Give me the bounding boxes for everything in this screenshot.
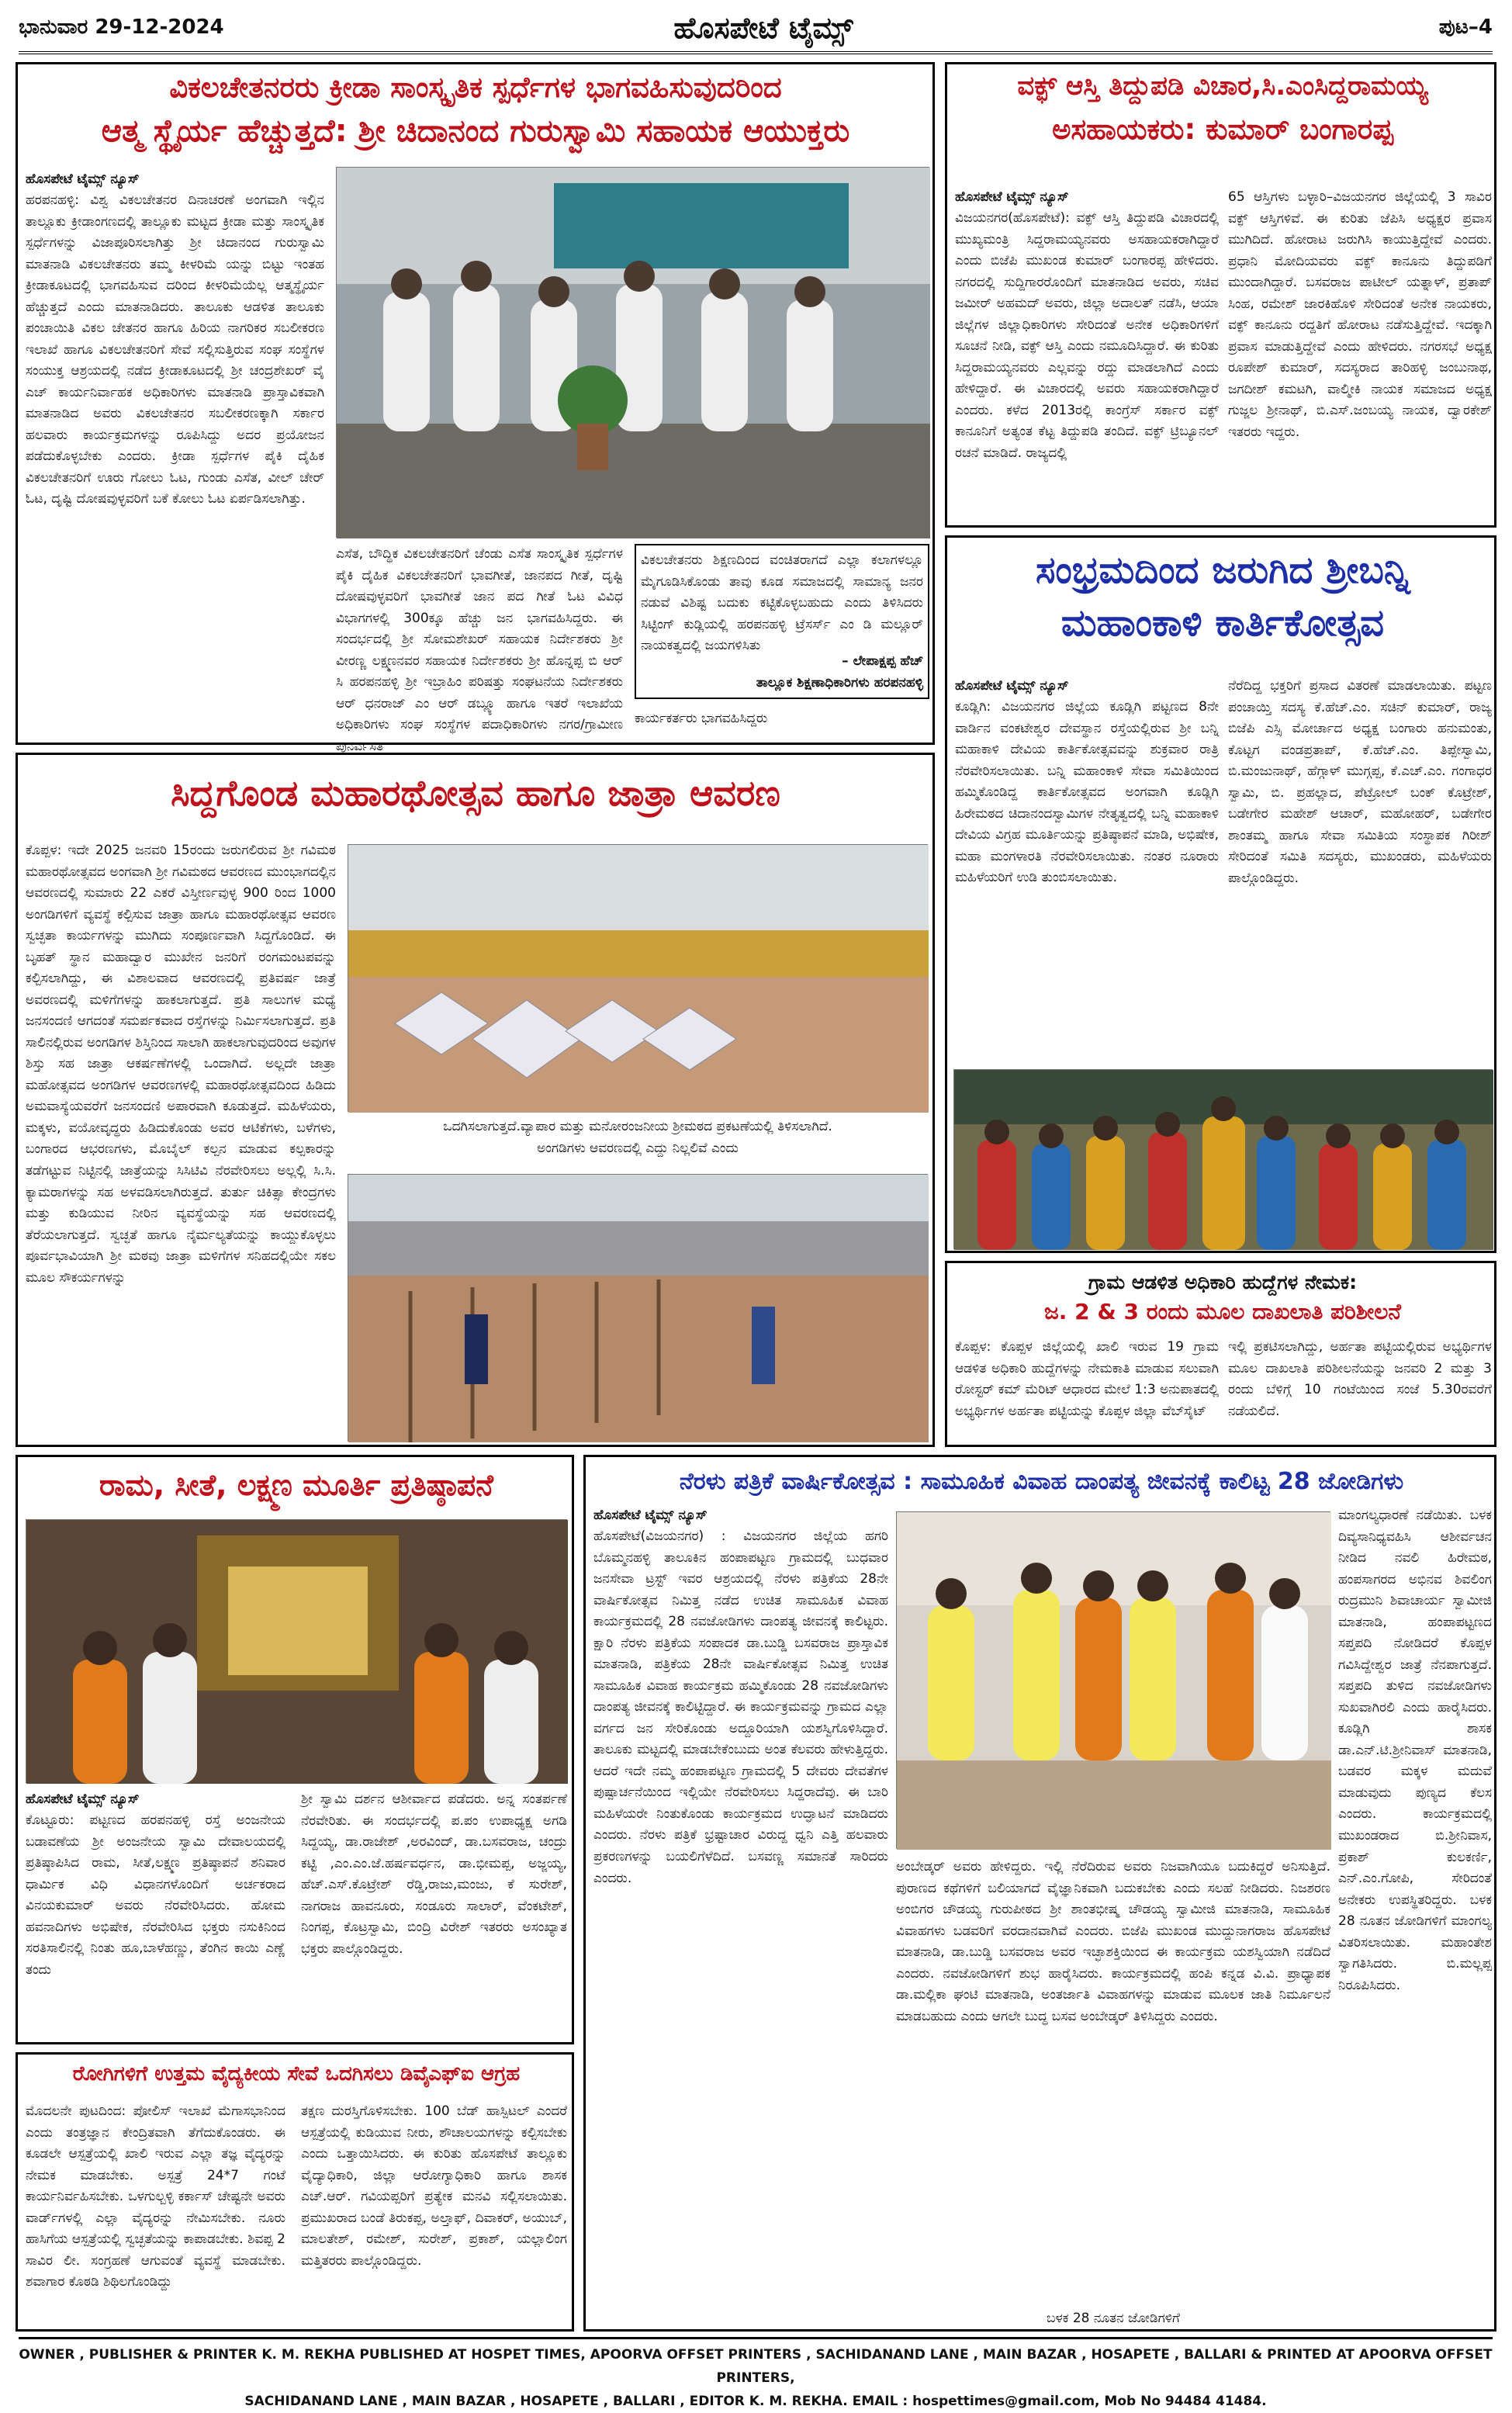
article-text: ವಿಜಯನಗರ(ಹೊಸಪೇಟೆ): ವಕ್ಫ್ ಆಸ್ತಿ ತಿದ್ದುಪಡಿ ವಿಚಾರದಲ್ಲಿ ಮುಖ್ಯಮಂತ್ರಿ ಸಿದ್ದರಾಮಯ್ಯನವರು ಅಸಹಾಯಕರಾಗಿದ್ದಾರೆ ಎಂದು ಬಿಜೆಪಿ ಮುಖಂಡ ಕುಮಾರ್ ಬಂಗಾರಪ್ಪ ಹೇಳಿದರು. ನಗರದಲ್ಲಿ ಸುದ್ದಿಗಾರರೊಂದಿಗೆ ಮಾತನಾಡಿದ ಅವರು, ಸಚಿವ ಜಮೀರ್ ಅಹಮದ್ ಅವರು, ಜಿಲ್ಲಾ ಅದಾಲತ್ ನಡೆಸಿ, ಆಯಾ ಜಿಲ್ಲೆಗಳ ಜಿಲ್ಲಾಧಿಕಾರಿಗಳು ಸೇರಿದಂತೆ ಅನೇಕ ಅಧಿಕಾರಿಗಳಿಗೆ ಸೂಚನೆ ನೀಡಿ, ವಕ್ಫ್ ಆಸ್ತಿ ಎಂದು ನಮೂದಿಸಿದ್ದಾರೆ. ಈ ಕುರಿತು ಸಿದ್ದರಾಮಯ್ಯನವರು ಎಲ್ಲವನ್ನು ರದ್ದು ಮಾಡಲಾಗಿದೆ ಎಂದು ಹೇಳಿದ್ದಾರೆ. ಈ ವಿಚಾರದಲ್ಲಿ ಅವರು ಸಹಾಯಕರಾಗಿದ್ದಾರೆ ಎಂದರು. ಕಳೆದ 2013ರಲ್ಲಿ ಕಾಂಗ್ರೆಸ್ ಸರ್ಕಾರ ವಕ್ಫ್ ಕಾನೂನಿಗೆ ಅತ್ಯಂತ ಕೆಟ್ಟ ತಿದ್ದುಪಡಿ ತಂದಿದೆ. ವಕ್ಫ್ ಟ್ರಿಬ್ಯೂನಲ್ ರಚನೆ ಮಾಡಿದೆ. ರಾಜ್ಯದಲ್ಲಿ [955, 208, 1219, 522]
article-text-tail: ಕಾರ್ಯಕರ್ತರು ಭಾಗವಹಿಸಿದ್ದರು [635, 708, 929, 730]
headline: ವಕ್ಫ್ ಆಸ್ತಿ ತಿದ್ದುಪಡಿ ವಿಚಾರ,ಸಿ.ಎಂಸಿದ್ದರಾಮಯ್ಯ [951, 71, 1494, 102]
headline: ಆತ್ಮ ಸ್ಥೈರ್ಯ ಹೆಚ್ಚುತ್ತದೆ: ಶ್ರೀ ಚಿದಾನಂದ ಗುರುಸ್ವಾಮಿ ಸಹಾಯಕ ಆಯುಕ್ತರು [26, 113, 926, 150]
article-text: ಮಾಂಗಲ್ಯಧಾರಣೆ ನಡೆಯಿತು. ಬಳಕ ದಿವ್ಯಸಾನಿಧ್ಯವಹಿಸಿ ಆಶೀರ್ವಚನ ನೀಡಿದ ನವಲಿ ಹಿರೇಮಠ, ಹಂಪಸಾಗರದ ಅಭಿನವ ಶಿವಲಿಂಗ ರುದ್ರಮುನಿ ಶಿವಾಚಾರ್ಯ ಸ್ವಾಮೀಜಿ ಮಾತನಾಡಿ, ಹಂಪಾಪಟ್ಟಣದ ಸಪ್ತಪದಿ ನೋಡಿದರೆ ಕೊಪ್ಪಳ ಗವಿಸಿದ್ದೇಶ್ವರ ಜಾತ್ರೆ ನೆನಪಾಗುತ್ತದೆ. ಸಪ್ತಪದಿ ತುಳಿದ ನವಜೋಡಿಗಳು ಸುಖವಾಗಿರಲಿ ಎಂದು ಹಾರೈಸಿದರು. ಕೂಡ್ಲಿಗಿ ಶಾಸಕ ಡಾ.ಎನ್.ಟಿ.ಶ್ರೀನಿವಾಸ್ ಮಾತನಾಡಿ, ಬಡವರ ಮಕ್ಕಳ ಮದುವೆ ಮಾಡುವುದು ಪುಣ್ಯದ ಕೆಲಸ ಎಂದರು. ಕಾರ್ಯಕ್ರಮದಲ್ಲಿ ಮುಖಂಡರಾದ ಬಿ.ಶ್ರೀನಿವಾಸ, ಪ್ರಕಾಶ್ ಕುಲಕರ್ಣಿ, ಎನ್.ಎಂ.ಗೋಪಿ, ಸೇರಿದಂತೆ ಅನೇಕರು ಉಪಸ್ಥಿತರಿದ್ದರು. ಬಳಕ 28 ನೂತನ ಜೋಡಿಗಳಿಗೆ ಮಾಂಗಲ್ಯ ವಿತರಿಸಲಾಯಿತು. ಮಹಾಂತೇಶ ಸ್ವಾಗತಿಸಿದರು. ಬಿ.ಮಲ್ಲಪ್ಪ ನಿರೂಪಿಸಿದರು. [1338, 1505, 1492, 2326]
quote-author: – ಲೇಪಾಕ್ಷಪ್ಪ ಹೆಚ್ [641, 651, 923, 673]
issue-date: ಭಾನುವಾರ 29-12-2024 [19, 16, 224, 40]
quote-text: ವಿಕಲಚೇತನರು ಶಿಕ್ಷಣದಿಂದ ವಂಚಿತರಾಗದೆ ಎಲ್ಲಾ ಕಲಾಗಳಲ್ಲೂ ಮೈಗೂಡಿಸಿಕೊಂಡು ತಾವು ಕೂಡ ಸಮಾಜದಲ್ಲಿ ಸಾಮಾನ್ಯ ಜನರ ನಡುವೆ ವಿಶಿಷ್ಟ ಬದುಕು ಕಟ್ಟಿಕೊಳ್ಳಬಹುದು ಎಂದು ತಿಳಿಸಿದರು ಸಿಟ್ಟಿಂಗ್ ಕುಡ್ಲಿಯಲ್ಲಿ ಹರಪನಹಳ್ಳಿ ಟ್ರೆಸರ್ಸ್ ಎಂ ಡಿ ಮಲ್ಲೂರ್ ನಾಯಕತ್ವದಲ್ಲಿ ಜಯಗಳಿಸಿತು [641, 550, 923, 651]
byline: ಹೊಸಪೇಟೆ ಟೈಮ್ಸ್ ನ್ಯೂಸ್ [26, 1789, 285, 1811]
photo-caption: ಒದಗಿಸಲಾಗುತ್ತದೆ.ವ್ಯಾಪಾರ ಮತ್ತು ಮನೋರಂಜನೀಯ ಶ್ರೀಮಠದ ಪ್ರಕಟಣೆಯಲ್ಲಿ ತಿಳಿಸಲಾಗಿದೆ. [348, 1116, 928, 1137]
article-waqf-property [945, 62, 1496, 528]
photo-fair-grounds-tents [348, 844, 928, 1112]
newspaper-title: ಹೊಸಪೇಟೆ ಟೈಮ್ಸ್ [608, 11, 919, 46]
article-text: ಕೊಪ್ಪಳ: ಕೊಪ್ಪಳ ಜಿಲ್ಲೆಯಲ್ಲಿ ಖಾಲಿ ಇರುವ 19 ಗ್ರಾಮ ಆಡಳಿತ ಅಧಿಕಾರಿ ಹುದ್ದೆಗಳನ್ನು ನೇಮಕಾತಿ ಮಾಡುವ ಸಲುವಾಗಿ ರೋಸ್ಟರ್ ಕಮ್ ಮೆರಿಟ್ ಆಧಾರದ ಮೇಲೆ 1:3 ಅನುಪಾತದಲ್ಲಿ ಅಭ್ಯರ್ಥಿಗಳ ಅರ್ಹತಾ ಪಟ್ಟಿಯನ್ನು ಕೊಪ್ಪಳ ಜಿಲ್ಲಾ ವೆಬ್‍ಸೈಟ್ [955, 1337, 1219, 1442]
headline: ರಾಮ, ಸೀತೆ, ಲಕ್ಷ್ಮಣ ಮೂರ್ತಿ ಪ್ರತಿಷ್ಠಾಪನೆ [22, 1468, 571, 1504]
article-text: ತಕ್ಷಣ ದುರಸ್ತಿಗೊಳಿಸಬೇಕು. 100 ಬೆಡ್ ಹಾಸ್ಪಿಟಲ್ ಎಂದರೆ ಆಸ್ಪತ್ರೆಯಲ್ಲಿ ಕುಡಿಯುವ ನೀರು, ಶೌಚಾಲಯಗಳನ್ನು ಕಲ್ಪಿಸಬೇಕು ಎಂದು ಒತ್ತಾಯಿಸಿದರು. ಈ ಕುರಿತು ಹೊಸಪೇಟೆ ತಾಲ್ಲೂಕು ವೈದ್ಯಾಧಿಕಾರಿ, ಜಿಲ್ಲಾ ಆರೋಗ್ಯಾಧಿಕಾರಿ ಹಾಗೂ ಶಾಸಕ ಎಚ್.ಆರ್. ಗವಿಯಪ್ಪರಿಗೆ ಪ್ರತ್ಯೇಕ ಮನವಿ ಸಲ್ಲಿಸಲಾಯಿತು. ಪ್ರಮುಖರಾದ ಬಂಡೆ ತಿರುಕಪ್ಪ, ಅಲ್ತಾಫ್, ದಿವಾಕರ್, ಅಯುಬ್, ಮಾಲತೇಶ್, ರಮೇಶ್, ಸುರೇಶ್, ಪ್ರಕಾಶ್, ಯಲ್ಲಾಲಿಂಗ ಮತ್ತಿತರರು ಪಾಲ್ಗೊಂಡಿದ್ದರು. [301, 2101, 567, 2328]
article-text: ಇಲ್ಲಿ ಪ್ರಕಟಿಸಲಾಗಿದ್ದು, ಅರ್ಹತಾ ಪಟ್ಟಿಯಲ್ಲಿರುವ ಅಭ್ಯರ್ಥಿಗಳ ಮೂಲ ದಾಖಲಾತಿ ಪರಿಶೀಲನೆಯನ್ನು ಜನವರಿ 2 ಮತ್ತು 3 ರಂದು ಬೆಳಿಗ್ಗೆ 10 ಗಂಟೆಯಿಂದ ಸಂಜೆ 5.30ರವರೆಗೆ ನಡೆಯಲಿದೆ. [1228, 1337, 1492, 1442]
photo-caption: ಅಂಗಡಿಗಳು ಆವರಣದಲ್ಲಿ ಎದ್ದು ನಿಲ್ಲಲಿವೆ ಎಂದು [348, 1138, 928, 1158]
article-text: ಕೂಡ್ಲಿಗಿ: ವಿಜಯನಗರ ಜಿಲ್ಲೆಯ ಕೂಡ್ಲಿಗಿ ಪಟ್ಟಣದ 8ನೇ ವಾರ್ಡಿನ ವಂಕಟೇಶ್ವರ ದೇವಸ್ಥಾನ ರಸ್ತೆಯಲ್ಲಿರುವ ಶ್ರೀ ಬನ್ನಿ ಮಹಾಕಾಳಿ ದೇವಿಯ ಕಾರ್ತಿಕೋತ್ಸವವನ್ನು ಶುಕ್ರವಾರ ರಾತ್ರಿ ನೆರವೇರಿಸಲಾಯಿತು. ಬನ್ನಿ ಮಹಾಂಕಾಳಿ ಸೇವಾ ಸಮಿತಿಯಿಂದ ಹಮ್ಮಿಕೊಂಡಿದ್ದ ಕಾರ್ತಿಕೋತ್ಸವದ ಅಂಗವಾಗಿ ಕೂಡ್ಲಿಗಿ ಹಿರೇಮಠದ ಚಿದಾನಂದಸ್ವಾಮಿಗಳ ನೇತೃತ್ವದಲ್ಲಿ ಬನ್ನಿ ಮಹಾಕಾಳಿ ದೇವಿಯ ವಿಗ್ರಹ ಮೂರ್ತಿಯನ್ನು ಪ್ರತಿಷ್ಠಾಪನೆ ಮಾಡಿ, ಅಭಿಷೇಕ, ಮಹಾ ಮಂಗಳಾರತಿ ನೆರವೇರಿಸಲಾಯಿತು. ನಂತರ ನೂರಾರು ಮಹಿಳೆಯರಿಗೆ ಉಡಿ ತುಂಬಿಸಲಾಯಿತು. [955, 697, 1219, 1061]
quote-author-title: ತಾಲ್ಲೂಕ ಶಿಕ್ಷಣಾಧಿಕಾರಿಗಳು ಹರಪನಹಳ್ಳಿ [641, 673, 923, 694]
headline: ಜ. 2 & 3 ರಂದು ಮೂಲ ದಾಖಲಾತಿ ಪರಿಶೀಲನೆ [951, 1299, 1494, 1325]
quote-box [635, 544, 929, 699]
imprint-line: SACHIDANAND LANE , MAIN BAZAR , HOSAPETE , BALLARI , EDITOR K. M. REKHA. EMAIL : hospettimes@gmail.com, Mob No 94484 41484. [19, 2390, 1493, 2413]
page-number: ಪುಟ–4 [1439, 16, 1493, 40]
photo-sapling-ceremony [336, 167, 929, 538]
article-text: ಹರಪನಹಳ್ಳಿ: ವಿಶ್ವ ವಿಕಲಚೇತನರ ದಿನಾಚರಣೆ ಅಂಗವಾಗಿ ಇಲ್ಲಿನ ತಾಲ್ಲೂಕು ಕ್ರೀಡಾಂಗಣದಲ್ಲಿ ತಾಲ್ಲೂಕು ಮಟ್ಟದ ಕ್ರೀಡಾ ಮತ್ತು ಸಾಂಸ್ಕೃತಿಕ ಸ್ಪರ್ಧೆಗಳನ್ನು ವಿಜಾಪೂರಿಸಲಾಗಿತ್ತು ಶ್ರೀ ಚಿದಾನಂದ ಗುರುಸ್ವಾಮಿ ಮಾತನಾಡಿ ವಿಕಲಚೇತನರು ತಮ್ಮ ಕೀಳರಿಮೆ ಯನ್ನು ಬಿಟ್ಟು ಇಂತಹ ಕ್ರೀಡಾಕೂಟದಲ್ಲಿ ಭಾಗವಹಿಸುವ ದರಿಂದ ಕೀಳರಿಮೆಯೆಲ್ಲ ಆತ್ಮಸ್ಥೈರ್ಯ ಹೆಚ್ಚುತ್ತದೆ ಎಂದು ಮಾತನಾಡಿದರು. ತಾಲೂಕು ಆಡಳಿತ ತಾಲೂಕು ಪಂಚಾಯಿತಿ ವಿಕಲ ಚೇತನರ ಹಾಗೂ ಹಿರಿಯ ನಾಗರಿಕರ ಸಬಲೀಕರಣ ಇಲಾಖೆ ಹಾಗೂ ವಿಕಲಚೇತನರಿಗೆ ಸೇವೆ ಸಲ್ಲಿಸುತ್ತಿರುವ ಸಂಘ ಸಂಸ್ಥೆಗಳ ಸಂಯುಕ್ತ ಆಶ್ರಯದಲ್ಲಿ ನಡೆದ ಕ್ರೀಡಾಕೂಟದಲ್ಲಿ ಶ್ರೀ ಚಂದ್ರಶೇಖರ್ ವೈ ಎಚ್ ಕಾರ್ಯನಿರ್ವಾಹಕ ಅಧಿಕಾರಿಗಳು ಮಾತನಾಡಿ ಪ್ರಾಸ್ತಾವಿಕವಾಗಿ ಮಾತನಾಡಿದ ಅವರು ವಿಕಲಚೇತನರ ಸಬಲೀಕರಣಕ್ಕಾಗಿ ಸರ್ಕಾರ ಹಲವಾರು ಕಾರ್ಯಕ್ರಮಗಳನ್ನು ರೂಪಿಸಿದ್ದು ಅದರ ಪ್ರಯೋಜನ ಪಡೆದುಕೊಳ್ಳಬೇಕು ಎಂದರು. ಕ್ರೀಡಾ ಸ್ಪರ್ಧೆಗಳ ಪೈಕಿ ದೈಹಿಕ ವಿಕಲಚೇತನರಿಗೆ ಊರು ಗೋಲು ಓಟ, ಗುಂಡು ಎಸೆತ, ವೀಲ್ ಚೇರ್ ಓಟ, ದೃಷ್ಟಿ ದೋಷವುಳ್ಳವರಿಗೆ ಬಕೆ ಕೋಲು ಓಟ ಏರ್ಪಡಿಸಲಾಗಿತ್ತು. [26, 190, 324, 739]
article-dyfi-hospital-demand [16, 2052, 574, 2332]
article-village-officer-recruitment [945, 1261, 1496, 1447]
article-mass-wedding [583, 1455, 1496, 2332]
headline: ಗ್ರಾಮ ಆಡಳಿತ ಅಧಿಕಾರಿ ಹುದ್ದೆಗಳ ನೇಮಕ: [951, 1271, 1494, 1294]
imprint-line: OWNER , PUBLISHER & PRINTER K. M. REKHA PUBLISHED AT HOSPET TIMES, APOORVA OFFSET PRINTERS , SACHIDANAND LANE , MAIN BAZAR , HOSAPETE , BALLARI & PRINTED AT APOORVA OFFSET PRINTERS, [19, 2344, 1493, 2390]
photo-fair-grounds-tents-image [348, 845, 929, 1113]
article-text: 65 ಆಸ್ತಿಗಳು ಬಳ್ಳಾರಿ–ವಿಜಯನಗರ ಜಿಲ್ಲೆಯಲ್ಲಿ 3 ಸಾವಿರ ವಕ್ಫ್ ಆಸ್ತಿಗಳಿವೆ. ಈ ಕುರಿತು ಜೆಪಿಸಿ ಅಧ್ಯಕ್ಷರ ಪ್ರವಾಸ ಮುಗಿದಿದೆ. ಹೋರಾಟ ಜರುಗಿಸಿ ಕಾಯುತ್ತಿದ್ದೇವೆ ಎಂದರು. ಪ್ರಧಾನಿ ಮೋದಿಯವರು ವಕ್ಫ್ ಕಾನೂನು ತಿದ್ದುಪಡಿಗೆ ಮುಂದಾಗಿದ್ದಾರೆ. ಬಸವರಾಜ ಪಾಟೀಲ್ ಯತ್ನಾಳ್, ಪ್ರತಾಪ್ ಸಿಂಹ, ರಮೇಶ್ ಜಾರಕಿಹೊಳಿ ಸೇರಿದಂತೆ ಅನೇಕ ನಾಯಕರು, ವಕ್ಫ್ ಕಾನೂನು ರದ್ದತಿಗೆ ಹೋರಾಟ ನಡೆಸುತ್ತಿದ್ದೇವೆ. ಇದಕ್ಕಾಗಿ ಪ್ರವಾಸ ಮಾಡುತ್ತಿದ್ದೇವೆ ಎಂದು ಹೇಳಿದರು. ನಗರಸಭೆ ಅಧ್ಯಕ್ಷ ರೂಪೇಶ್ ಕುಮಾರ್, ಸದಸ್ಯರಾದ ತಾರಿಹಳ್ಳಿ ಜಂಬುನಾಥ, ಜಗದೀಶ್ ಕಮಟಗಿ, ವಾಲ್ಮೀಕಿ ನಾಯಕ ಸಮಾಜದ ಅಧ್ಯಕ್ಷ ಗುಜ್ಜಲ ಶ್ರೀನಾಥ್, ಬಿ.ಎಸ್.ಜಂಬಯ್ಯ ನಾಯಕ, ದ್ವಾರಕೇಶ್ ಇತರರು ಇದ್ದರು. [1228, 187, 1492, 522]
article-banni-mahankali [945, 535, 1496, 1253]
byline: ಹೊಸಪೇಟೆ ಟೈಮ್ಸ್ ನ್ಯೂಸ್ [26, 169, 324, 191]
photo-mass-wedding-image [897, 1512, 1331, 1850]
byline: ಹೊಸಪೇಟೆ ಟೈಮ್ಸ್ ನ್ಯೂಸ್ [593, 1505, 888, 1527]
article-text: ಕೊಪ್ಪಳ: ಇದೇ 2025 ಜನವರಿ 15ರಂದು ಜರುಗಲಿರುವ ಶ್ರೀ ಗವಿಮಠ ಮಹಾರಥೋತ್ಸವದ ಅಂಗವಾಗಿ ಶ್ರೀ ಗವಿಮಠದ ಆವರಣದ ಮುಂಭಾಗದಲ್ಲಿನ ಆವರಣದಲ್ಲಿ ಸುಮಾರು 22 ಎಕರೆ ವಿಸ್ತೀರ್ಣವುಳ್ಳ 900 ರಿಂದ 1000 ಅಂಗಡಿಗಳಿಗೆ ವ್ಯವಸ್ಥೆ ಕಲ್ಪಿಸುವ ಜಾತ್ರಾ ಹಾಗೂ ಮಹಾರಥೋತ್ಸವ ಆವರಣ ಸ್ವಚ್ಛತಾ ಕಾರ್ಯಗಳನ್ನು ಮುಗಿದು ಸಂಪೂರ್ಣವಾಗಿ ಸಿದ್ದಗೊಂಡಿದೆ. ಈ ಬೃಹತ್ ಸ್ಥಾನ ಮಹಾದ್ವಾರ ಮುಖೇನ ಜನರಿಗೆ ರಂಗಮಂಟಪವನ್ನು ಕಲ್ಪಿಸಲಾಗಿದ್ದು, ಈ ವಿಶಾಲವಾದ ಆವರಣದಲ್ಲಿ ಪ್ರತಿವರ್ಷ ಜಾತ್ರೆ ಅವರಣದಲ್ಲಿ ಮಳಿಗೆಗಳನ್ನು ಹಾಕಲಾಗುತ್ತದೆ. ಪ್ರತಿ ಸಾಲುಗಳ ಮಧ್ಯೆ ಜನಸಂದಣಿ ಆಗದಂತೆ ಸಮರ್ಪಕವಾದ ರಸ್ತೆಗಳನ್ನು ನಿರ್ಮಿಸಲಾಗುತ್ತದೆ. ಪ್ರತಿ ಸಾಲಿನಲ್ಲಿರುವ ಅಂಗಡಿಗಳ ಶಿಸ್ತಿನಿಂದ ಸಾಲಾಗಿ ಹಾಕಲಾಗುವುದರಿಂದ ಅವುಗಳ ಶಿಸ್ತು ಸಹ ಜಾತ್ರಾ ಆಕರ್ಷಣೆಗಳಲ್ಲಿ ಒಂದಾಗಿದೆ. ಅಲ್ಲದೇ ಜಾತ್ರಾ ಮಹೋತ್ಸವದ ಅಂಗಡಿಗಳ ಆವರಣಗಳಲ್ಲಿ ಮಹಾರಥೋತ್ಸವದಿಂದ ಹಿಡಿದು ಅಮವಾಸ್ಯೆಯವರೆಗೆ ಜನಸಂದಣಿ ಅಪಾರವಾಗಿ ಕೂಡುತ್ತದೆ. ಮಹಿಳೆಯರು, ಮಕ್ಕಳು, ವಯೋವೃದ್ಧರು ಹಿಡಿದುಕೊಂಡು ಅವರ ಆಟಿಕೆಗಳು, ಬಳೆಗಳು, ಬಂಗಾರದ ಆಭರಣಗಳು, ಮೊಬೈಲ್ ಕಲ್ಪನ ಮಾಡುವ ಕಲ್ಪಕಾರನ್ನು ತಡೆಗಟ್ಟುವ ನಿಟ್ಟಿನಲ್ಲಿ ಜಾತ್ರೆಯನ್ನು ಸಿಸಿಟಿವಿ ನೆರವೇರಿಸಲು ಅಲ್ಲಲ್ಲಿ ಸಿ.ಸಿ. ಕ್ಯಾಮರಾಗಳನ್ನು ಸಹ ಅಳವಡಿಸಲಾಗಿರುತ್ತದೆ. ತುರ್ತು ಚಿಕಿತ್ಸಾ ಕೇಂದ್ರಗಳು ಮತ್ತು ಕುಡಿಯುವ ನೀರಿನ ವ್ಯವಸ್ಥೆಯನ್ನು ಸಹ ಆವರಣದಲ್ಲಿ ತೆರೆಯಲಾಗುತ್ತದೆ. ಸ್ವಚ್ಛತೆ ಹಾಗೂ ನೈರ್ಮಲ್ಯತೆಯನ್ನು ಕಾಯ್ದುಕೊಳ್ಳಲು ಪೂರ್ವಭಾವಿಯಾಗಿ ಶ್ರೀ ಮಠವು ಜಾತ್ರಾ ಮಳಿಗೆಗಳ ಸನಿಹದಲ್ಲಿಯೇ ಸಕಲ ಮೂಲ ಸೌಕರ್ಯಗಳನ್ನು [26, 840, 336, 1442]
article-text: ಶ್ರೀ ಸ್ವಾಮಿ ದರ್ಶನ ಆಶೀರ್ವಾದ ಪಡೆದರು. ಅನ್ನ ಸಂತರ್ಪಣೆ ನೆರವೇರಿತು. ಈ ಸಂದರ್ಭದಲ್ಲಿ ಪ.ಪಂ ಉಪಾಧ್ಯಕ್ಷ ಅಗಡಿ ಸಿದ್ದಯ್ಯ, ಡಾ.ರಾಜೇಶ್ ,ಅರವಿಂದ್, ಡಾ.ಬಸವರಾಜ, ಚಂದ್ರು ಕಟ್ಟಿ ,ಎಂ.ಎಂ.ಜೆ.ಹರ್ಷವರ್ಧನ, ಡಾ.ಭೀಮಪ್ಪ, ಅಜ್ಜಯ್ಯ, ಹೆಚ್.ಎಸ್.ಕೊಟ್ರೇಶ್ ರೆಡ್ಡಿ,ರಾಜು,ಮಂಜು, ಕೆ ಸುರೇಶ್, ನಾಗರಾಜ ಹಾವನೂರು, ಸಂಡೂರು ಸಾಲಾರ್, ವೆಂಕಟೇಶ್, ನಿಂಗಪ್ಪ, ಕೊಟ್ರಸ್ವಾಮಿ, ಬಿಂದ್ರಿ ವಿರೇಶ್ ಇತರರು ಅಸಂಖ್ಯಾತ ಭಕ್ತರು ಪಾಲ್ಗೊಂಡಿದ್ದರು. [301, 1789, 567, 2039]
photo-fair-grounds-field-image [348, 1175, 929, 1442]
masthead [19, 9, 1493, 54]
byline: ಹೊಸಪೇಟೆ ಟೈಮ್ಸ್ ನ್ಯೂಸ್ [955, 187, 1219, 209]
article-text: ಹೊಸಪೇಟೆ(ವಿಜಯನಗರ) : ವಿಜಯನಗರ ಜಿಲ್ಲೆಯ ಹಗರಿ ಬೊಮ್ಮನಹಳ್ಳಿ ತಾಲೂಕಿನ ಹಂಪಾಪಟ್ಟಣ ಗ್ರಾಮದಲ್ಲಿ ಬುಧವಾರ ಜನಸೇವಾ ಟ್ರಸ್ಟ್ ಇವರ ಆಶ್ರಯದಲ್ಲಿ ನೆರಳು ಪತ್ರಿಕೆಯ 28ನೇ ವಾರ್ಷಿಕೋತ್ಸವ ನಿಮಿತ್ತ ನಡೆದ ಉಚಿತ ಸಾಮೂಹಿಕ ವಿವಾಹ ಕಾರ್ಯಕ್ರಮದಲ್ಲಿ 28 ನವಜೋಡಿಗಳು ದಾಂಪತ್ಯ ಜೀವನಕ್ಕೆ ಕಾಲಿಟ್ಟರು. ಕ್ಷಾರಿ ನೆರಳು ಪತ್ರಿಕೆಯ ಸಂಪಾದಕ ಡಾ.ಬುಡ್ಡಿ ಬಸವರಾಜ ಪ್ರಾಸ್ತಾವಿಕ ಮಾತನಾಡಿ, ಪತ್ರಿಕೆಯ 28ನೇ ವಾರ್ಷಿಕೋತ್ಸವ ನಿಮಿತ್ತ ಉಚಿತ ಸಾಮೂಹಿಕ ವಿವಾಹ ಕಾರ್ಯಕ್ರಮ ಹಮ್ಮಿಕೊಂಡು 28 ನವಜೋಡಿಗಳು ದಾಂಪತ್ಯ ಜೀವನಕ್ಕೆ ಕಾಲಿಟ್ಟಿದ್ದಾರೆ. ಈ ಕಾರ್ಯಕ್ರಮವನ್ನು ಗ್ರಾಮದ ಎಲ್ಲಾ ವರ್ಗದ ಜನ ಸೇರಿಕೊಂಡು ಅದ್ದೂರಿಯಾಗಿ ಯಶಸ್ವಿಗೊಳಿಸಿದ್ದಾರೆ. ತಾಲೂಕು ಮಟ್ಟದಲ್ಲಿ ಮಾಡಬೇಕೆಂಬುದು ಅಂತ ಕೆಲವರು ಹೇಳುತ್ತಿದ್ದರು. ಆದರೆ ಇದೇ ನಮ್ಮ ಹಂಪಾಪಟ್ಟಣ ಗ್ರಾಮದಲ್ಲಿ 5 ದೇವರು ದೇವತೆಗಳ ಪುಷ್ಪಾರ್ಚನೆಯಿಂದ ಇಲ್ಲಿಯೇ ನೆರವೇರಿಸಲು ಸಿದ್ದರಾದೆವು. ಈ ಬಾರಿ ಮಹಿಳೆಯರೇ ನಿಂತುಕೊಂಡು ಕಾರ್ಯಕ್ರಮದ ಉದ್ಘಾಟನೆ ಮಾಡಿದರು ಎಂದರು. ನೆರಳು ಪತ್ರಿಕೆ ಭ್ರಷ್ಟಾಚಾರ ವಿರುದ್ದ ಧ್ವನಿ ಎತ್ತಿ ಹಲವಾರು ಪ್ರಕರಣಗಳನ್ನು ಬಯಲಿಗೆಳೆದಿದೆ. ಬಸವಣ್ಣ ಸಮಾನತೆ ಸಾರಿದರು ಎಂದರು. [593, 1526, 888, 2325]
headline: ಸಂಭ್ರಮದಿಂದ ಜರುಗಿದ ಶ್ರೀಬನ್ನಿ [951, 549, 1494, 594]
headline: ರೋಗಿಗಳಿಗೆ ಉತ್ತಮ ವೈದ್ಯಕೀಯ ಸೇವೆ ಒದಗಿಸಲು ಡಿವೈಎಫ್‌ಐ ಆಗ್ರಹ [22, 2062, 571, 2086]
photo-devotees-women [953, 1069, 1493, 1249]
byline: ಹೊಸಪೇಟೆ ಟೈಮ್ಸ್ ನ್ಯೂಸ್ [955, 676, 1219, 698]
article-text: ಅಂಬೇಡ್ಕರ್ ಅವರು ಹೇಳಿದ್ದರು. ಇಲ್ಲಿ ನೆರೆದಿರುವ ಅವರು ನಿಜವಾಗಿಯೂ ಬದುಕಿದ್ದರೆ ಅನಿಸುತ್ತಿದೆ. ಪುರಾಣದ ಕಥೆಗಳಿಗೆ ಬಲಿಯಾಗದೆ ವೈಜ್ಞಾನಿಕವಾಗಿ ಬದುಕಬೇಕು ಎಂದು ಸಲಹೆ ನೀಡಿದರು. ನಿಜಶರಣ ಅಂಬಿಗರ ಚೌಡಯ್ಯ ಗುರುಪೀಠದ ಶ್ರೀ ಶಾಂತಭೀಷ್ಮ ಚೌಡಯ್ಯ ಸ್ವಾಮೀಜಿ ಮಾತನಾಡಿ, ಸಾಮೂಹಿಕ ವಿವಾಹಗಳು ಬಡವರಿಗೆ ವರದಾನವಾಗಿವೆ ಎಂದರು. ಬಿಜೆಪಿ ಮುಖಂಡ ಮುದ್ದುನಾಗರಾಜ ಹೊಸಪೇಟೆ ಮಾತನಾಡಿ, ಡಾ.ಬುಡ್ಡಿ ಬಸವರಾಜ ಅವರ ಇಚ್ಛಾಶಕ್ತಿಯಿಂದ ಈ ಕಾರ್ಯಕ್ರಮ ಯಶಸ್ವಿಯಾಗಿ ನಡೆದಿದೆ ಎಂದರು. ನವಜೋಡಿಗಳಿಗೆ ಶುಭ ಹಾರೈಸಿದರು. ಕಾರ್ಯಕ್ರಮದಲ್ಲಿ ಹಂಪಿ ಕನ್ನಡ ವಿ.ವಿ. ಪ್ರಾಧ್ಯಾಪಕ ಡಾ.ಮಲ್ಲಿಕಾ ಘಂಟಿ ಮಾತನಾಡಿ, ಅಂತರ್ಜಾತಿ ವಿವಾಹಗಳನ್ನು ಮಾಡುವ ಮೂಲಕ ಜಾತಿ ನಿರ್ಮೂಲನೆ ಮಾಡಬಹುದು ಎಂದು ಆಗಲೇ ಬುದ್ಧ ಬಸವ ಅಂಬೇಡ್ಕರ್ ತಿಳಿಸಿದ್ದರು ಎಂದರು. [896, 1857, 1330, 2305]
article-text: ಎಸೆತ, ಬೌದ್ಧಿಕ ವಿಕಲಚೇತನರಿಗೆ ಚೆಂಡು ಎಸೆತ ಸಾಂಸ್ಕೃತಿಕ ಸ್ಪರ್ಧೆಗಳ ಪೈಕಿ ದೈಹಿಕ ವಿಕಲಚೇತನರಿಗೆ ಭಾವಗೀತೆ, ಜಾನಪದ ಗೀತೆ, ದೃಷ್ಟಿ ದೋಷವುಳ್ಳವರಿಗೆ ಭಾವಗೀತೆ ಜಾನ ಪದ ಗೀತೆ ಓಟ ವಿವಿಧ ವಿಭಾಗಗಳಲ್ಲಿ 300ಕ್ಕೂ ಹೆಚ್ಚು ಜನ ಭಾಗವಹಿಸಿದ್ದರು. ಈ ಸಂದರ್ಭದಲ್ಲಿ ಶ್ರೀ ಸೋಮಶೇಖರ್ ಸಹಾಯಕ ನಿರ್ದೇಶಕರು ಶ್ರೀ ವೀರಣ್ಣ ಲಕ್ಷ್ಮಣನವರ ಸಹಾಯಕ ನಿರ್ದೇಶಕರು ಶ್ರೀ ಹೊನ್ನಪ್ಪ ಬಿ ಆರ್ ಸಿ ಹರಪನಹಳ್ಳಿ ಶ್ರೀ ಇಬ್ರಾಹಿಂ ಪರಿಷತ್ತು ಸಂಘಟನೆಯ ನಿರ್ದೇಶಕರು ಆರ್ ಧನರಾಜ್ ಎಂ ಆರ್ ಡಬ್ಲ್ಯೂ ಹಾಗೂ ಇತರೆ ಇಲಾಖೆಯ ಅಧಿಕಾರಿಗಳು ಸಂಘ ಸಂಸ್ಥೆಗಳ ಪದಾಧಿಕಾರಿಗಳು ನಗರ/ಗ್ರಾಮೀಣ ಪುನರ್ವಸತಿ [336, 544, 623, 722]
imprint-footer [19, 2337, 1493, 2393]
headline: ವಿಕಲಚೇತನರರು ಕ್ರೀಡಾ ಸಾಂಸ್ಕೃತಿಕ ಸ್ಪರ್ಧೆಗಳ ಭಾಗವಹಿಸುವುದರಿಂದ [26, 71, 926, 105]
headline: ಅಸಹಾಯಕರು: ಕುಮಾರ್ ಬಂಗಾರಪ್ಪ [951, 113, 1494, 147]
headline: ಮಹಾಂಕಾಳಿ ಕಾರ್ತಿಕೋತ್ಸವ [951, 601, 1494, 646]
photo-mass-wedding [896, 1511, 1330, 1849]
photo-sapling-ceremony-image [337, 168, 930, 538]
article-text: ನೆರೆದಿದ್ದ ಭಕ್ತರಿಗೆ ಪ್ರಸಾದ ವಿತರಣೆ ಮಾಡಲಾಯಿತು. ಪಟ್ಟಣ ಪಂಚಾಯ್ತಿ ಸದಸ್ಯ ಕೆ.ಹೆಚ್.ಎಂ. ಸಚಿನ್ ಕುಮಾರ್, ರಾಜ್ಯ ಬಿಜೆಪಿ ಎಸ್ಸಿ ಮೋರ್ಚಾದ ಅಧ್ಯಕ್ಷ ಬಂಗಾರು ಹನುಮಂತು, ಕೊಟ್ಟಗ ವಂಡಪ್ರತಾಪ್, ಕೆ.ಹೆಚ್.ಎಂ. ತಿಪ್ಪೇಸ್ವಾಮಿ, ಬಿ.ಮಂಜುನಾಥ್, ಹೆಗ್ಗಾಳ್ ಮುಗ್ಗಪ್ಪ, ಕೆ.ಎಚ್.ಎಂ. ಗಂಗಾಧರ ಸ್ವಾಮಿ, ಬಿ. ಪ್ರಹಲ್ಲಾದ, ಪೆಟ್ರೋಲ್ ಬಂಕ್ ಕೊಟ್ರೇಶ್, ಬಡೇಗೇರ ಮಹೇಶ್ ಆಚಾರ್, ಮಹೋಹರ್, ಬಡೇಗೇರ ಶಾಂತಮ್ಮ ಹಾಗೂ ಸೇವಾ ಸಮಿತಿಯ ಸಂಸ್ಥಾಪಕ ಗಿರೀಶ್ ಸೇರಿದಂತೆ ಸಮಿತಿ ಸದಸ್ಯರು, ಮುಖಂಡರು, ಮಹಿಳೆಯರು ಪಾಲ್ಗೊಂಡಿದ್ದರು. [1228, 676, 1492, 1061]
article-rama-idol-installation [16, 1455, 574, 2044]
article-text: ಮೊದಲನೇ ಪುಟದಿಂದ: ಪೋಲಿಸ್ ಇಲಾಖೆ ಮೆಗಾಸಭಾನಿಂದ ಎಂದು ತಂತ್ರಜ್ಞಾನ ಕೇಂದ್ರಿತವಾಗಿ ತೆಗೆದುಕೊಂಡರು. ಈ ಕೂಡಲೇ ಆಸ್ಪತ್ರೆಯಲ್ಲಿ ಖಾಲಿ ಇರುವ ಎಲ್ಲಾ ತಜ್ಞ ವೈದ್ಯರನ್ನು ನೇಮಕ ಮಾಡಬೇಕು. ಅಸ್ಪತ್ರೆ 24*7 ಗಂಟೆ ಕಾರ್ಯನಿರ್ವಹಿಸಬೇಕು. ಒಳಗುಲ್ಬಳ್ಳಿ ಕರ್ಕಾಸ್ ಚೇಷ್ಟನೇ ಅವರು ವಾರ್ಡ್‍ಗಳಲ್ಲಿ ಎಲ್ಲಾ ವೈದ್ಯರನ್ನು ನೇಮಿಸಬೇಕು. ನೂರು ಹಾಸಿಗೆಯ ಆಸ್ಪತ್ರೆಯಲ್ಲಿ ಸ್ವಚ್ಛತೆಯನ್ನು ಕಾಪಾಡಬೇಕು. ಶಿವಪ್ಪ 2 ಸಾವಿರ ಲೀ. ಸಂಗ್ರಹಣೆ ಆಗುವಂತೆ ವ್ಯವಸ್ಥೆ ಮಾಡಬೇಕು. ಶವಾಗಾರ ಕೊಠಡಿ ಶಿಥಿಲಗೊಂಡಿದ್ದು [26, 2101, 285, 2328]
photo-temple-devotees-image [26, 1520, 568, 1784]
article-disabled-sports [16, 62, 935, 745]
photo-fair-grounds-field [348, 1174, 928, 1442]
article-gavimath-fair [16, 753, 935, 1447]
headline: ಸಿದ್ದಗೊಂಡ ಮಹಾರಥೋತ್ಸವ ಹಾಗೂ ಜಾತ್ರಾ ಆವರಣ [26, 772, 926, 815]
headline: ನೆರಳು ಪತ್ರಿಕೆ ವಾರ್ಷಿಕೋತ್ಸವ : ಸಾಮೂಹಿಕ ವಿವಾಹ ದಾಂಪತ್ಯ ಜೀವನಕ್ಕೆ ಕಾಲಿಟ್ಟ 28 ಜೋಡಿಗಳು [590, 1468, 1493, 1496]
photo-devotees-women-image [954, 1070, 1493, 1250]
article-text-tail: ಬಳಕ 28 ನೂತನ ಜೋಡಿಗಳಿಗೆ [896, 2308, 1330, 2330]
photo-temple-devotees [26, 1519, 567, 1783]
article-text: ಕೊಟ್ಟೂರು: ಪಟ್ಟಣದ ಹರಪನಹಳ್ಳಿ ರಸ್ತೆ ಅಂಜನೇಯ ಬಡಾವಣೆಯ ಶ್ರೀ ಅಂಜನೇಯ ಸ್ವಾಮಿ ದೇವಾಲಯದಲ್ಲಿ ಪ್ರತಿಷ್ಠಾಪಿಸಿದ ರಾಮ, ಸೀತೆ,ಲಕ್ಷ್ಮಣ ಪ್ರತಿಷ್ಠಾಪನೆ ಶನಿವಾರ ಧಾರ್ಮಿಕ ವಿಧಿ ವಿಧಾನಗಳೊಂದಿಗೆ ಅರ್ಚಕರಾದ ವಿನಯಕುಮಾರ್ ಅವರು ನೆರವೇರಿಸಿದರು. ಹೋಮ ಹವನಾದಿಗಳು ಅಭಿಷೇಕ, ನೆರವೇರಿಸಿದ ಭಕ್ತರು ನಸುಕಿನಿಂದ ಸರತಿಸಾಲಿನಲ್ಲಿ ನಿಂತು ಹೂ,ಬಾಳೆಹಣ್ಣು, ತೆಂಗಿನ ಕಾಯಿ ಎಣ್ಣೆ ತಂದು [26, 1810, 285, 2039]
